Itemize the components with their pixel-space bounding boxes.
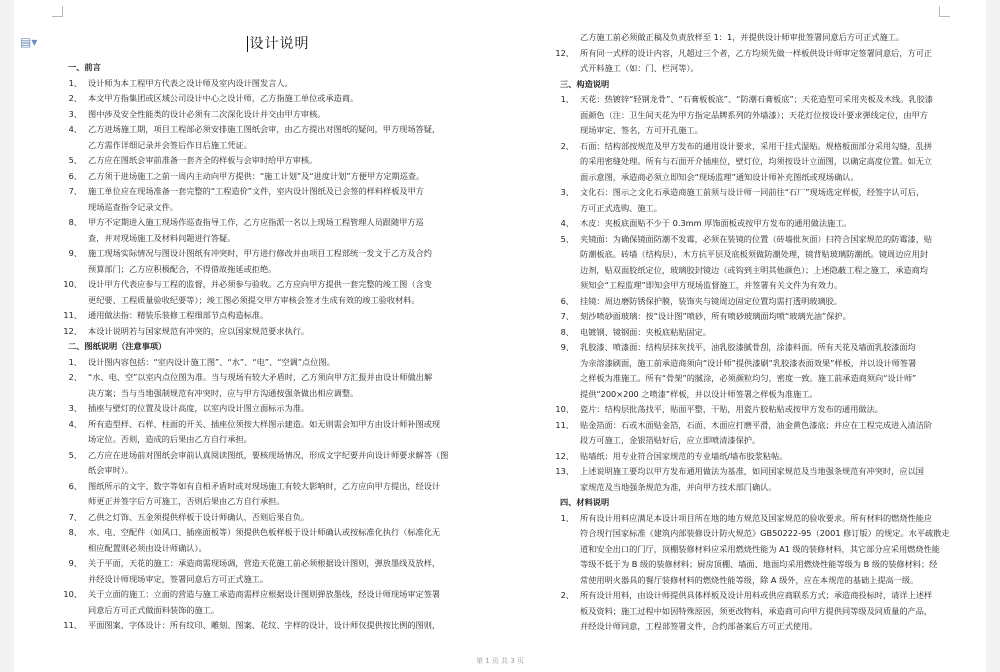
list-item-continuation: 板及资料；施工过程中如因特殊原因，须更改物料，承造商可向甲方提供同等级及同质量的产品， [580, 605, 933, 616]
list-item-number: 10、 [555, 404, 574, 414]
list-item-number: 3、 [68, 403, 82, 413]
list-item-text: 天花：热镀锌“轻钢龙骨”、“石膏板板底”、“防潮石膏板底”；天花造型可采用夹板及木线。乳胶漆 [580, 94, 933, 104]
list-item [58, 556, 498, 572]
list-item [58, 355, 498, 371]
list-item-continuation: 的采用密缝处理。所有与石面开介插座位，壁灯位，均须按设计立面图，以确定高度位置。如无立 [580, 156, 933, 166]
list-item [58, 448, 498, 464]
list-item-continuation: 符合现行国家标准《建筑内部装修设计防火规范》GB50222-95（2001 修订版）的规定。水平疏散走 [580, 528, 950, 538]
list-item-text: 上述说明施工要均以甲方发布通用做法为基准，如同国家规范及当地强条规范有冲突时，应以国 [580, 466, 924, 476]
list-item-continuation: 为亲溶漆刷面，施工前承造商须向“设计师”提供漆刷“乳胶漆表面效果”样板，并以设计师签署 [580, 357, 917, 368]
list-item [550, 511, 964, 527]
list-item-text: 文化石：图示之文化石承造商施工前须与设计师一同前往“石厂”现场选定样板，经签字认可后， [580, 187, 925, 197]
section-heading: 一、前言 [68, 62, 101, 72]
list-item-number: 12、 [63, 325, 82, 336]
list-item [550, 588, 964, 604]
list-item [550, 185, 964, 201]
list-item-number: 7、 [68, 511, 82, 522]
list-item-continuation: 相应配置则必须由设计师确认）。 [88, 542, 207, 553]
list-item-text: 贴金箔面：石或木面贴金箔，石面、木面应打磨平滑，油金黄色漆底；并应在工程完成进入清洁阶 [580, 419, 933, 430]
list-item-text: 水、电、空配件（如风口、插座面板等）须提供色板样板于设计师确认或按标准化执行（标准化无 [88, 527, 441, 537]
list-item [58, 587, 498, 603]
list-item-continuation: 现场巡查指令记录文件。 [88, 201, 179, 212]
list-item-number: 6、 [560, 295, 574, 306]
list-item-continuation: 常使用明火器具的餐厅装修材料的燃烧性能等级，除 A 级外，应在本规范的基础上提高一级。 [580, 574, 919, 585]
list-item [550, 464, 964, 480]
list-item-number: 9、 [68, 558, 82, 568]
list-item [550, 139, 964, 155]
list-item-text: 乙方应在进场前对图纸会审前认真阅读图纸，要核现场情况，形成文字纪要并向设计师要求解答（图 [88, 449, 449, 460]
list-item-number: 2、 [560, 590, 574, 600]
list-item-number: 9、 [560, 342, 574, 352]
list-item-text: 石面：结构部按规范及甲方发布的通用设计要求，采用干挂式湿贴。规格板面部分采用勾缝，乱拼 [580, 140, 933, 151]
list-item-number: 6、 [68, 480, 82, 491]
list-item [58, 479, 498, 495]
list-item-number: 4、 [68, 418, 82, 429]
list-item-number: 12、 [555, 450, 574, 461]
list-item-text: 施工现场实际情况与图设计图纸有冲突时，甲方进行修改并由项目工程部统一发文于乙方及合约 [88, 248, 432, 258]
list-item-continuation: 面示意图，承造商必须立即知会“现场监理”通知设计师补充图纸或现场确认。 [580, 171, 859, 182]
list-item-continuation: 乙方施工前必须做正稿及负责放样至 1：1，并提供设计师审批签署同意后方可正式施工。 [580, 32, 905, 42]
list-item-number: 11、 [63, 310, 82, 320]
list-item-text: 本文甲方指集团或区域公司设计中心之设计师，乙方指施工单位或承造商。 [88, 93, 359, 103]
list-item-text: 乳胶漆、喷漆面：结构层抹灰找平，油乳胶漆腻骨刮，涂漆料面。所有天花及墙面乳胶漆面均 [580, 342, 916, 352]
list-item-number: 10、 [63, 589, 82, 599]
list-item-text: 夹镜面：为确保镜面防潮不发霉，必须在装镜的位置（砖墙批灰面）扫符合国家规范的防霉漆，贴 [580, 233, 933, 244]
list-item-continuation: 等级不低于为 B 级的装修材料；厨房顶棚、墙面、地面均采用燃烧性能等级为 B 级的装修材料；经 [580, 559, 938, 569]
list-item-number: 9、 [68, 248, 82, 258]
list-item-number: 5、 [68, 155, 82, 165]
list-item-text: 设计甲方代表应参与工程的监督，并必须参与验收。乙方应向甲方提供一套完整的竣工图（含变 [88, 279, 432, 289]
list-item-text: 关于立面的施工：立面的营造与施工承造商需样应根据设计图则弹放墨线，经设计师现场审定签署 [88, 589, 441, 599]
list-item-number: 5、 [560, 233, 574, 244]
list-item-continuation: 查，并对现场施工及材料问题进行答疑。 [88, 232, 236, 243]
left-column [58, 30, 498, 634]
list-item-number: 3、 [560, 187, 574, 197]
list-item-continuation: 预算部门；乙方应积极配合，不得借故拖延或拒绝。 [88, 263, 277, 274]
list-item-text: 通用做法指：精装乐装修工程细部节点构造标准。 [88, 310, 269, 320]
list-item-continuation: 更纪要、工程质量验收纪要等）；竣工图必须提交甲方审核会签才生成有效的竣工验收材料。 [88, 294, 420, 305]
list-item-number: 12、 [555, 47, 574, 58]
list-item-continuation: 段方可施工，金银箔贴好后，应立即喷清漆保护。 [580, 435, 761, 445]
list-item-number: 1、 [68, 77, 82, 88]
list-item [58, 107, 498, 123]
text-cursor [247, 36, 248, 52]
list-item-continuation: 面颜色（注：卫生间天花为甲方指定品牌系列的外墙漆）；天花灯位按设计要求弹线定位，由甲方 [580, 109, 928, 120]
list-item-text: 乙方须于进场施工之前一周内主动向甲方提供：“施工计划”及“进度计划”方便甲方定期巡查。 [88, 170, 425, 181]
list-item-number: 8、 [560, 326, 574, 337]
list-item [58, 122, 498, 138]
list-item-text: 贴墙纸：用专业符合国家规范的专业墙纸/墙布胶浆粘帖。 [580, 450, 788, 461]
list-item [58, 618, 498, 634]
list-item [550, 294, 964, 310]
document-title-text: 设计说明 [249, 36, 310, 52]
list-item [58, 91, 498, 107]
list-item-text: 乙方应在图纸会审前准备一套齐全的样板与会审时给甲方审核。 [88, 155, 318, 165]
list-item-continuation: 决方案；当与当地强制规范有冲突时，应与甲方沟通按强条做出相应调整。 [88, 387, 359, 398]
list-item-continuation: 须知会“工程监理”即知会甲方现场监督施工，并签署有关文件为有效力。 [580, 280, 843, 290]
list-item [550, 92, 964, 108]
list-item [58, 169, 498, 185]
list-item [550, 46, 964, 62]
list-item [550, 216, 964, 232]
list-item [550, 418, 964, 434]
list-item-number: 2、 [68, 93, 82, 103]
section-heading: 四、材料说明 [560, 497, 610, 507]
list-item [58, 510, 498, 526]
section-heading: 三、构造说明 [560, 78, 610, 89]
list-item-continuation: 师更正并签字后方可施工，否则后果由乙方自行承担。 [88, 496, 285, 506]
list-item [58, 525, 498, 541]
list-item-text: 施工单位应在现场准备一套完整的“工程造价”文件，室内设计图纸及已会签的样料样板及甲方 [88, 186, 424, 196]
list-item-text: 瓷片：结构层批荡找平，贴面平整，干贴，用瓷片胶粘贴或按甲方发布的通用做法。 [580, 404, 883, 414]
list-item-text: 刻沙喷砂面玻璃：按“设计图”喷砂，所有喷砂玻璃面均喷“玻璃光油”保护。 [580, 311, 851, 321]
list-item-continuation: 场定位。否则，造成的后果由乙方自行承担。 [88, 434, 252, 444]
list-item [550, 402, 964, 418]
list-item-text: 所有设计用料应满足本设计项目所在地的地方规范及国家规范的验收要求。所有材料的燃烧性能应 [580, 512, 933, 523]
list-item-number: 1、 [560, 512, 574, 523]
list-item-text: 木皮：夹板底面贴不少于 0.3mm 厚饰面板或按甲方发布的通用做法施工。 [580, 218, 852, 228]
page-footer: 第 1 页 共 3 页 [475, 657, 525, 665]
list-item-continuation: 之样板为准施工。所有“骨架”的腻涂，必须颜粒均匀，密度一致。施工前承造商须向“设计师” [580, 373, 917, 383]
list-item-text: 图中涉及安全性能类的设计必须有二次深化设计并交由甲方审核。 [88, 108, 326, 119]
list-item-text: 所有设计用料，由设计师提供具体样板及设计用料或供应商联系方式；承造商投标时，请详上述样 [580, 590, 933, 600]
list-item-continuation: 边剂，贴双面胶纸定位，玻璃胶封镜边（或钩到主明其他颜色）；上述隐蔽工程之施工，承造商均 [580, 264, 928, 275]
list-item-text: 插座与壁灯的位置及设计高度，以室内设计图立面标示为准。 [88, 403, 310, 413]
list-item-continuation: 同意后方可正式做面料装饰的施工。 [88, 604, 220, 615]
list-item-number: 11、 [63, 620, 82, 630]
list-item-text: 乙供之灯饰、五金须提供样板于设计师确认，否则后果自负。 [88, 511, 310, 522]
list-item [58, 246, 498, 262]
list-item-number: 2、 [68, 372, 82, 382]
list-item-number: 11、 [555, 419, 574, 430]
list-item-number: 8、 [68, 527, 82, 537]
page-corner-mark-top-left [52, 6, 63, 17]
list-item-continuation: 并经设计师现场审定，签署同意后方可正式施工。 [88, 573, 269, 584]
list-item-continuation: 现场审定、签名，方可开孔施工。 [580, 125, 703, 135]
list-item-text: 甲方不定期进入施工现场作巡查指导工作，乙方应指派一名以上现场工程管理人员跟随甲方巡 [88, 217, 424, 227]
list-item [58, 417, 498, 433]
section-heading: 二、图纸说明（注意事项） [68, 341, 167, 351]
list-item [550, 340, 964, 356]
list-item-text: 关于平面，天花的施工：承造商需现场调，营造天花施工前必须根据设计图则，弹放墨线及放样， [88, 558, 441, 568]
list-item-text: 图纸所示的文字、数字等如有自相矛盾时或对现场施工有较大影响时，乙方应向甲方提出，经设计 [88, 480, 441, 491]
list-item-text: 电镀钢、镜钢面：夹板底粘贴固定。 [580, 326, 712, 337]
list-item [58, 401, 498, 417]
list-item-continuation: 式开料施工（如：门、栏河等）。 [580, 63, 699, 73]
list-item [550, 325, 964, 341]
list-item-number: 1、 [560, 94, 574, 104]
document-icon[interactable]: ▤▾ [20, 35, 38, 49]
list-item-text: 乙方进场施工期，项目工程部必须安排施工图纸会审，由乙方提出对图纸的疑问，甲方现场答疑， [88, 124, 441, 134]
list-item-number: 13、 [555, 466, 574, 476]
list-item [58, 76, 498, 92]
list-item-text: “水、电、空”以室内点位图为准。当与现场有较大矛盾时，乙方须向甲方汇报并由设计师做出解 [88, 372, 433, 382]
list-item [58, 324, 498, 340]
list-item-number: 4、 [560, 218, 574, 228]
list-item-text: 挂镜：周边磨防锈保护膜，装饰夹与镜周边固定位置均需打透明玻璃胶。 [580, 295, 843, 306]
list-item-number: 3、 [68, 108, 82, 119]
list-item-number: 1、 [68, 356, 82, 367]
list-item-number: 5、 [68, 449, 82, 460]
list-item-text: 本设计说明若与国家规范有冲突的，应以国家规范要求执行。 [88, 325, 310, 336]
list-item-continuation: 防潮板底。砖墙（结构层），木方抗平层及底板须做防潮处理，镜背贴玻璃防潮纸。镜周边应用封 [580, 249, 928, 259]
list-item [58, 308, 498, 324]
list-item-number: 6、 [68, 170, 82, 181]
list-item-text: 设计图内容包括：“室内设计施工图”、“水”、“电”、“空调”点位图。 [88, 356, 335, 367]
list-item-number: 8、 [68, 217, 82, 227]
list-item [550, 449, 964, 465]
list-item-continuation: 乙方需作详细记录并会签后作日后施工凭证。 [88, 139, 252, 150]
list-item-text: 设计师为本工程甲方代表之设计师及室内设计图发言人。 [88, 77, 293, 88]
right-column [550, 30, 964, 635]
list-item-number: 10、 [63, 279, 82, 289]
list-item [58, 184, 498, 200]
page-corner-mark-top-right [939, 6, 950, 17]
list-item-number: 4、 [68, 124, 82, 134]
list-item-continuation: 家规范及当地强条规范为准，并向甲方技术部门确认。 [580, 481, 777, 492]
document-title[interactable] [58, 30, 498, 58]
list-item [58, 153, 498, 169]
list-item [550, 232, 964, 248]
list-item-number: 7、 [68, 186, 82, 196]
list-item [58, 277, 498, 293]
list-item-continuation: 方可正式选购、施工。 [580, 202, 662, 213]
list-item-continuation: 提供“200×200 之喷漆”样板，并以设计师签署之样板为准施工。 [580, 388, 818, 399]
list-item-number: 2、 [560, 140, 574, 151]
list-item-text: 所有同一式样的设计内容，凡超过三个者，乙方均须先做一样板供设计师审定签署同意后，方可正 [580, 47, 933, 58]
list-item [58, 215, 498, 231]
list-item-text: 所有造型样、石样、柱面的开关、插座位须按大样图示建造。如无则需会知甲方由设计师补图或现 [88, 418, 441, 429]
list-item [58, 370, 498, 386]
list-item-continuation: 道和安全出口的门厅，顶棚装修材料应采用燃烧性能为 A1 级的装修材料，其它部分应采用燃烧性能 [580, 543, 940, 554]
list-item-number: 7、 [560, 311, 574, 321]
list-item-text: 平面图案、字体设计：所有纹印、雕刻、图案、花纹、字样的设计，设计师仅提供按比例的图则， [88, 620, 441, 630]
list-item-continuation: 纸会审时）。 [88, 465, 134, 475]
list-item-continuation: 并经设计师同意，工程部签署文件，合约部备案后方可正式使用。 [580, 621, 818, 631]
list-item [550, 309, 964, 325]
document-page [14, 0, 986, 672]
